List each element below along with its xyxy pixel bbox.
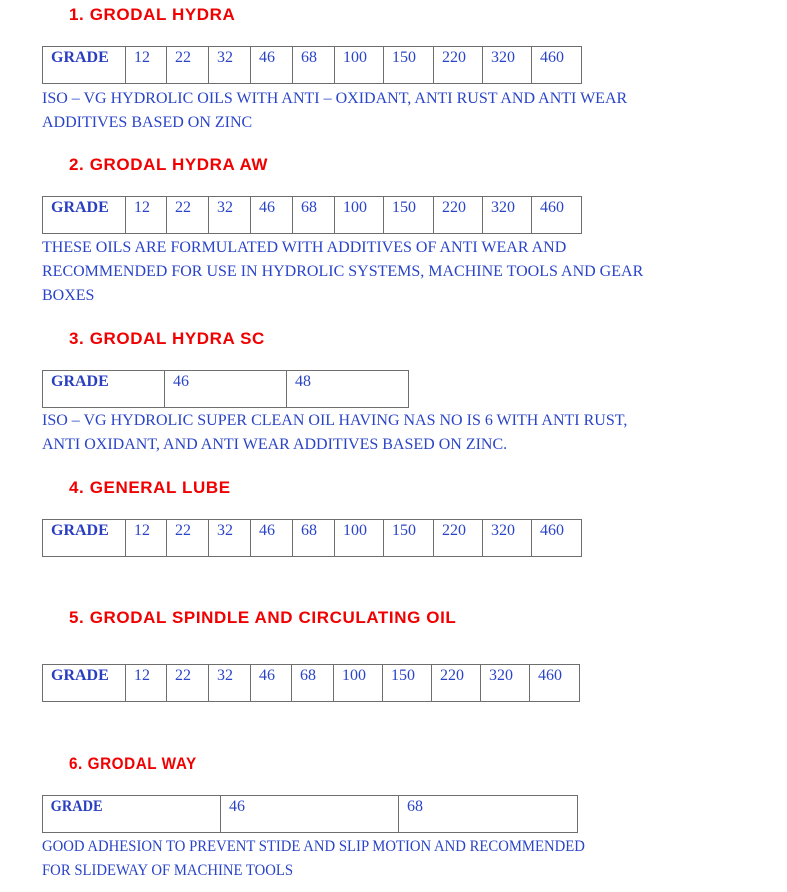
grade-cell: 22: [167, 665, 209, 702]
grade-cell: 48: [287, 371, 409, 408]
grade-row: [43, 371, 409, 408]
grade-cell: 460: [530, 665, 580, 702]
grade-cell: 22: [167, 520, 209, 557]
section-4-grade-table: [42, 519, 582, 557]
description-line: FOR SLIDEWAY OF MACHINE TOOLS: [42, 862, 294, 879]
grade-cell: 150: [384, 197, 434, 234]
grade-cell: 220: [434, 197, 483, 234]
section-1-grade-table: [42, 46, 582, 84]
grade-cell: 150: [383, 665, 432, 702]
grade-label: GRADE: [43, 796, 203, 833]
grade-cell: 32: [209, 665, 251, 702]
grade-row: [43, 796, 578, 833]
grade-label: GRADE: [43, 197, 126, 234]
grade-cell: 460: [532, 197, 582, 234]
grade-cell: 32: [209, 520, 251, 557]
grade-cell: 46: [251, 665, 292, 702]
grade-cell: 150: [384, 520, 434, 557]
grade-cell: 220: [434, 47, 483, 84]
grade-cell: 46: [221, 796, 399, 833]
grade-label: GRADE: [43, 47, 126, 84]
grade-cell: 220: [432, 665, 481, 702]
grade-cell: 12: [126, 665, 167, 702]
section-2-title: 2. GRODAL HYDRA AW: [69, 155, 269, 174]
section-1-description: [42, 87, 762, 135]
description-line: ISO – VG HYDROLIC SUPER CLEAN OIL HAVING NAS NO IS 6 WITH ANTI RUST,: [42, 412, 628, 429]
description-line: RECOMMENDED FOR USE IN HYDROLIC SYSTEMS, MACHINE TOOLS AND GEAR: [42, 263, 644, 280]
section-6-grade-table: [42, 795, 578, 833]
grade-cell: 46: [251, 520, 293, 557]
section-4-title: 4. GENERAL LUBE: [69, 478, 231, 497]
grade-cell: 22: [167, 197, 209, 234]
grade-cell: 68: [292, 665, 334, 702]
section-3-description: [42, 409, 762, 457]
grade-row: [43, 197, 582, 234]
grade-cell: 68: [293, 520, 335, 557]
grade-cell: 12: [126, 47, 167, 84]
grade-cell: 22: [167, 47, 209, 84]
grade-cell: 46: [165, 371, 287, 408]
grade-cell: 12: [126, 520, 167, 557]
grade-cell: 320: [483, 47, 532, 84]
section-1-title: 1. GRODAL HYDRA: [69, 5, 236, 24]
grade-cell: 46: [251, 197, 293, 234]
grade-cell: 320: [481, 665, 530, 702]
grade-label: GRADE: [43, 665, 126, 702]
section-3-grade-table: [42, 370, 409, 408]
grade-cell: 320: [483, 520, 532, 557]
grade-cell: 68: [293, 47, 335, 84]
grade-row: [43, 665, 580, 702]
section-6-title: 6. GRODAL WAY: [69, 754, 197, 773]
grade-row: [43, 520, 582, 557]
grade-cell: 100: [334, 665, 383, 702]
grade-cell: 150: [384, 47, 434, 84]
grade-row: [43, 47, 582, 84]
grade-label: GRADE: [43, 371, 165, 408]
grade-cell: 320: [483, 197, 532, 234]
grade-cell: 68: [293, 197, 335, 234]
grade-cell: 460: [532, 520, 582, 557]
description-line: GOOD ADHESION TO PREVENT STIDE AND SLIP MOTION AND RECOMMENDED: [42, 838, 585, 855]
section-2-grade-table: [42, 196, 582, 234]
section-6-description: [42, 835, 704, 883]
grade-cell: 68: [399, 796, 578, 833]
section-5-title: 5. GRODAL SPINDLE AND CIRCULATING OIL: [69, 608, 457, 627]
grade-cell: 100: [335, 197, 384, 234]
grade-cell: 220: [434, 520, 483, 557]
grade-cell: 460: [532, 47, 582, 84]
grade-cell: 100: [335, 47, 384, 84]
grade-cell: 46: [251, 47, 293, 84]
grade-cell: 32: [209, 197, 251, 234]
description-line: ADDITIVES BASED ON ZINC: [42, 114, 253, 131]
grade-cell: 32: [209, 47, 251, 84]
description-line: BOXES: [42, 287, 95, 304]
section-5-grade-table: [42, 664, 580, 702]
section-2-description: [42, 236, 762, 308]
description-line: ANTI OXIDANT, AND ANTI WEAR ADDITIVES BASED ON ZINC.: [42, 436, 508, 453]
grade-label: GRADE: [43, 520, 126, 557]
grade-cell: 100: [335, 520, 384, 557]
section-3-title: 3. GRODAL HYDRA SC: [69, 329, 265, 348]
description-line: ISO – VG HYDROLIC OILS WITH ANTI – OXIDANT, ANTI RUST AND ANTI WEAR: [42, 90, 628, 107]
grade-cell: 12: [126, 197, 167, 234]
description-line: THESE OILS ARE FORMULATED WITH ADDITIVES OF ANTI WEAR AND: [42, 239, 567, 256]
